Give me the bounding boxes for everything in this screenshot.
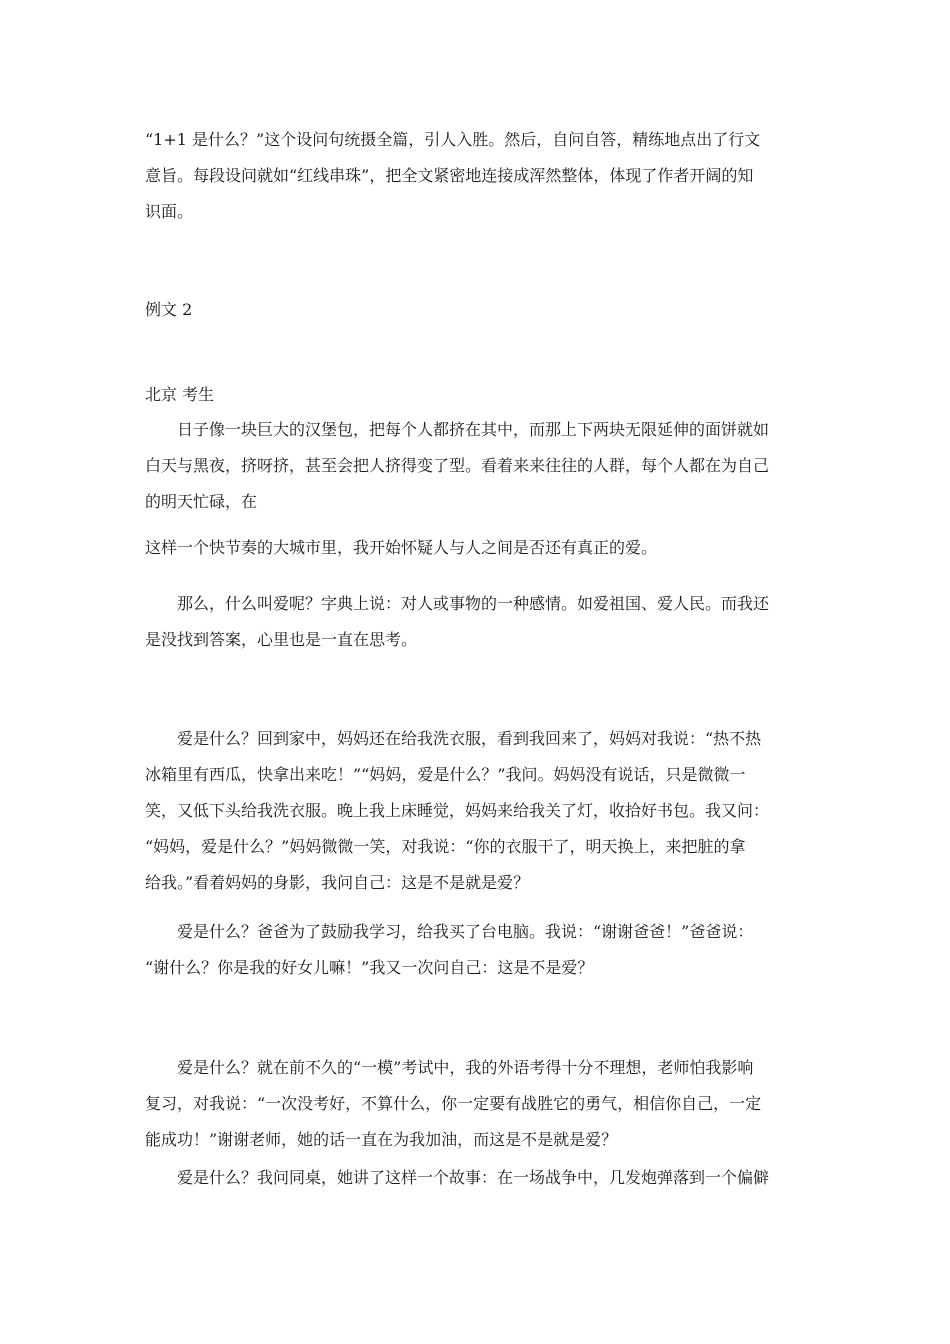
paragraph-line: 这样一个快节奏的大城市里，我开始怀疑人与人之间是否还有真正的爱。 [145, 538, 658, 557]
paragraph-line: “1+1 是什么？”这个设问句统摄全篇，引人入胜。然后，自问自答，精练地点出了行文 [145, 130, 761, 149]
paragraph-line: “妈妈，爱是什么？”妈妈微微一笑，对我说：“你的衣服干了，明天换上，来把脏的拿 [145, 837, 746, 856]
paragraph-line: 冰箱里有西瓜，快拿出来吃！”“妈妈，爱是什么？”我问。妈妈没有说话，只是微微一 [145, 765, 746, 784]
paragraph-line: 能成功！”谢谢老师，她的话一直在为我加油，而这是不是就是爱？ [145, 1130, 618, 1149]
father-paragraph [145, 914, 813, 986]
paragraph-line: 爱是什么？就在前不久的“一模”考试中，我的外语考得十分不理想，老师怕我影响 [177, 1058, 754, 1077]
mother-paragraph [145, 721, 813, 901]
intro-paragraph [145, 122, 813, 230]
paragraph-line: 识面。 [145, 202, 194, 221]
deskmate-paragraph [145, 1160, 813, 1196]
teacher-paragraph [145, 1050, 813, 1158]
paragraph-line: 爱是什么？爸爸为了鼓励我学习，给我买了台电脑。我说：“谢谢爸爸！”爸爸说： [177, 922, 754, 941]
dictionary-paragraph [145, 586, 813, 658]
paragraph-line: 意旨。每段设问就如“红线串珠”，把全文紧密地连接成浑然整体，体现了作者开阔的知 [145, 166, 754, 185]
paragraph-line: 的明天忙碌，在 [145, 492, 258, 511]
burger-paragraph [145, 412, 813, 520]
paragraph-line: 笑，又低下头给我洗衣服。晚上我上床睡觉，妈妈来给我关了灯，收拾好书包。我又问： [145, 801, 770, 820]
paragraph-line: 日子像一块巨大的汉堡包，把每个人都挤在其中，而那上下两块无限延伸的面饼就如 [177, 420, 770, 439]
paragraph-line: 是没找到答案，心里也是一直在思考。 [145, 630, 418, 649]
paragraph-line: 那么，什么叫爱呢？字典上说：对人或事物的一种感情。如爱祖国、爱人民。而我还 [177, 594, 770, 613]
paragraph-line: 复习，对我说：“一次没考好，不算什么，你一定要有战胜它的勇气，相信你自己，一定 [145, 1094, 762, 1113]
paragraph-line: 爱是什么？回到家中，妈妈还在给我洗衣服，看到我回来了，妈妈对我说：“热不热 [177, 729, 762, 748]
author-byline: 北京 考生 [145, 385, 215, 404]
paragraph-line: 爱是什么？我问同桌，她讲了这样一个故事：在一场战争中，几发炮弹落到一个偏僻 [177, 1168, 770, 1187]
paragraph-line: 给我。”看着妈妈的身影，我问自己：这是不是就是爱？ [145, 873, 530, 892]
paragraph-line: “谢什么？你是我的好女儿嘛！”我又一次问自己：这是不是爱？ [145, 958, 594, 977]
paragraph-line: 白天与黑夜，挤呀挤，甚至会把人挤得变了型。看着来来往往的人群，每个人都在为自己 [145, 456, 770, 475]
example-heading: 例文 2 [145, 300, 193, 319]
city-paragraph [145, 530, 813, 566]
